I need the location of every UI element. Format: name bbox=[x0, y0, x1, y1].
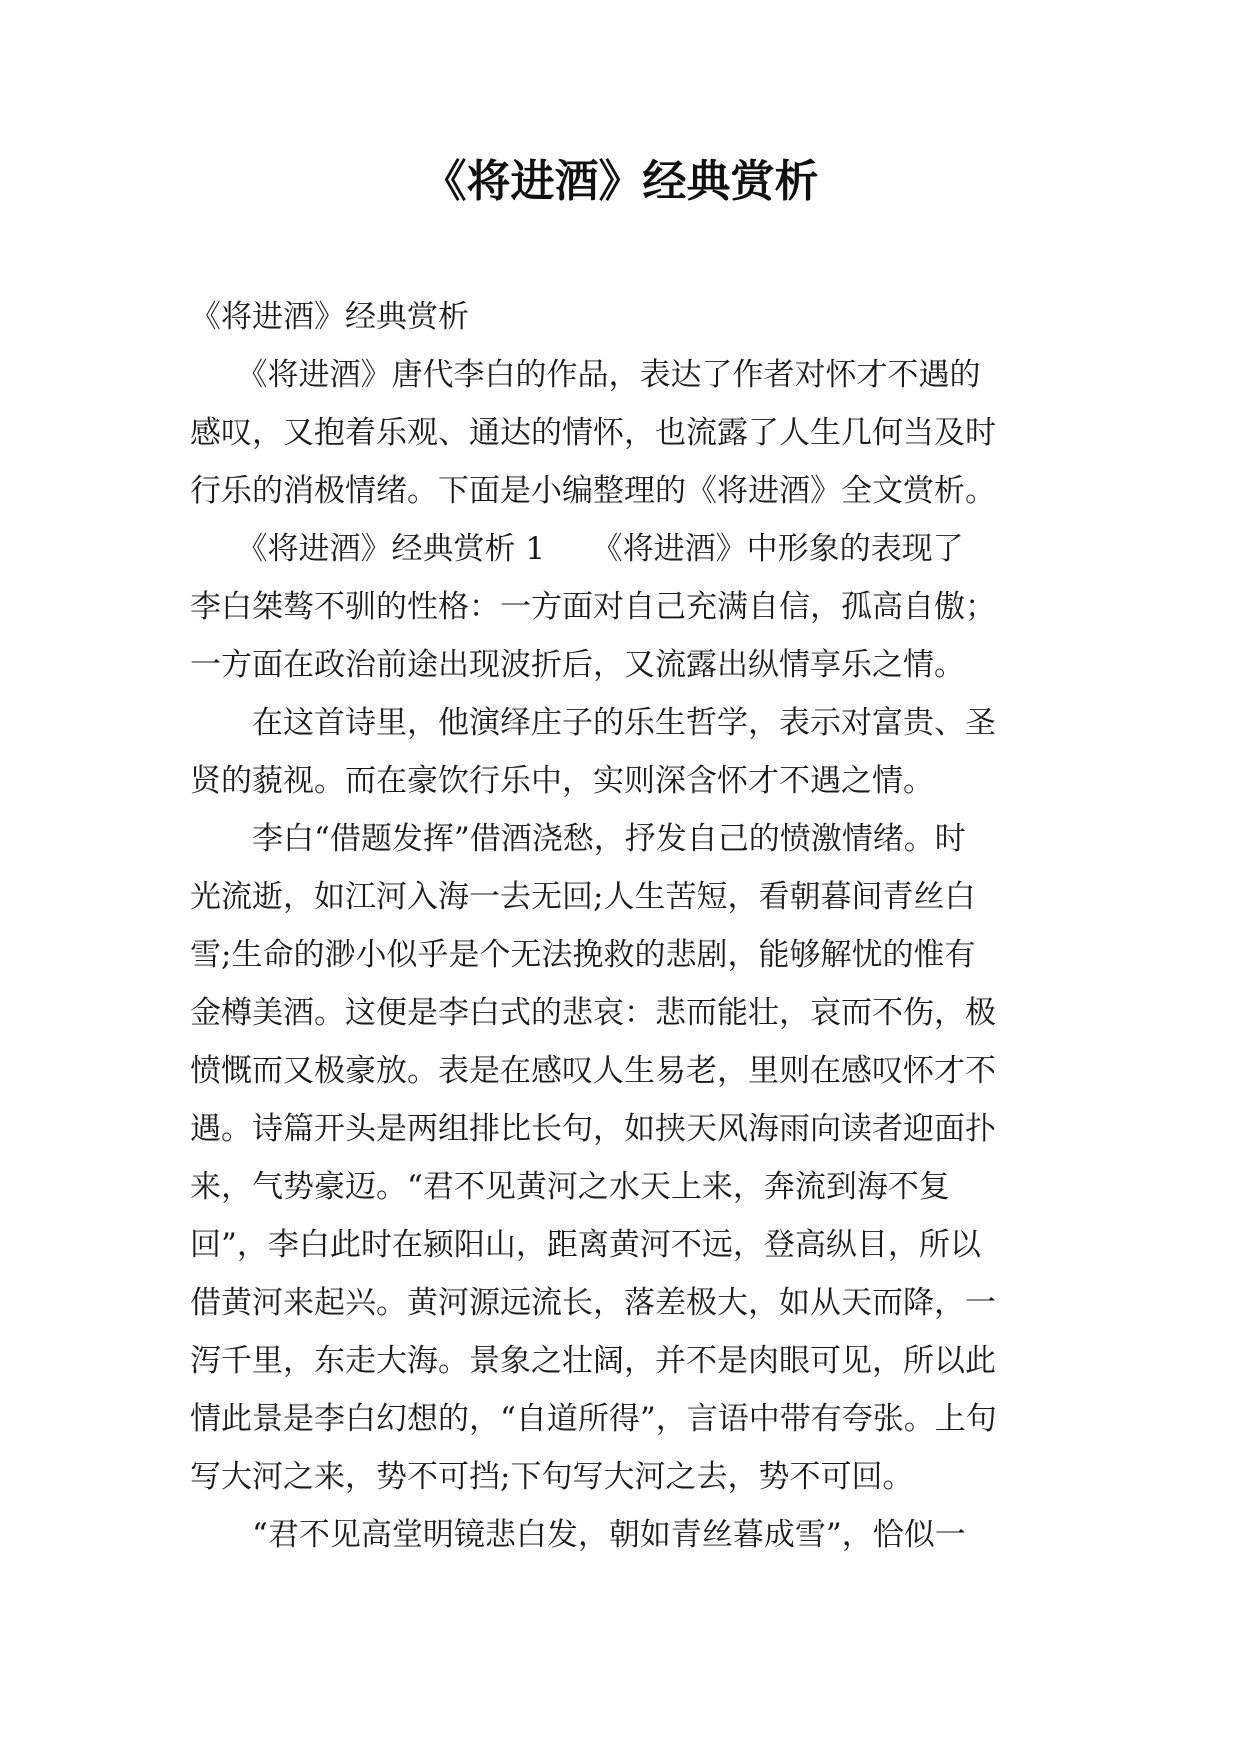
document-body bbox=[190, 288, 1060, 1564]
text-line: 借黄河来起兴。黄河源远流长，落差极大，如从天而降，一 bbox=[190, 1285, 996, 1321]
text-line: 《将进酒》经典赏析 1 《将进酒》中形象的表现了 bbox=[190, 531, 964, 567]
text-line: 光流逝，如江河入海一去无回;人生苦短，看朝暮间青丝白 bbox=[190, 879, 976, 915]
text-line: 行乐的消极情绪。下面是小编整理的《将进酒》全文赏析。 bbox=[190, 473, 996, 509]
text-line: 遇。诗篇开头是两组排比长句，如挟天风海雨向读者迎面扑 bbox=[190, 1111, 996, 1147]
text-line: 愤慨而又极豪放。表是在感叹人生易老，里则在感叹怀才不 bbox=[190, 1053, 996, 1089]
text-line: 雪;生命的渺小似乎是个无法挽救的悲剧，能够解忧的惟有 bbox=[190, 937, 976, 973]
text-line: 贤的藐视。而在豪饮行乐中，实则深含怀才不遇之情。 bbox=[190, 763, 934, 799]
text-line: 来，气势豪迈。“君不见黄河之水天上来，奔流到海不复 bbox=[190, 1169, 950, 1205]
document-title: 《将进酒》经典赏析 bbox=[422, 156, 819, 207]
text-line: 李白桀骜不驯的性格：一方面对自己充满自信，孤高自傲； bbox=[190, 589, 996, 625]
text-line: “君不见高堂明镜悲白发，朝如青丝暮成雪”，恰似一 bbox=[190, 1517, 966, 1553]
text-line: 写大河之来，势不可挡;下句写大河之去，势不可回。 bbox=[190, 1459, 914, 1495]
text-line: 在这首诗里，他演绎庄子的乐生哲学，表示对富贵、圣 bbox=[190, 705, 996, 741]
text-line: 一方面在政治前途出现波折后，又流露出纵情享乐之情。 bbox=[190, 647, 965, 683]
text-line: 《将进酒》唐代李白的作品，表达了作者对怀才不遇的 bbox=[190, 357, 981, 393]
text-line: 感叹，又抱着乐观、通达的情怀，也流露了人生几何当及时 bbox=[190, 415, 996, 451]
text-line: 情此景是李白幻想的，“自道所得”，言语中带有夸张。上句 bbox=[190, 1401, 997, 1437]
text-line: 回”，李白此时在颍阳山，距离黄河不远，登高纵目，所以 bbox=[190, 1227, 981, 1263]
text-line: 泻千里，东走大海。景象之壮阔，并不是肉眼可见，所以此 bbox=[190, 1343, 996, 1379]
text-line: 金樽美酒。这便是李白式的悲哀：悲而能壮，哀而不伤，极 bbox=[190, 995, 996, 1031]
text-line: 李白“借题发挥”借酒浇愁，抒发自己的愤激情绪。时 bbox=[190, 821, 966, 857]
document-subtitle: 《将进酒》经典赏析 bbox=[190, 299, 469, 335]
